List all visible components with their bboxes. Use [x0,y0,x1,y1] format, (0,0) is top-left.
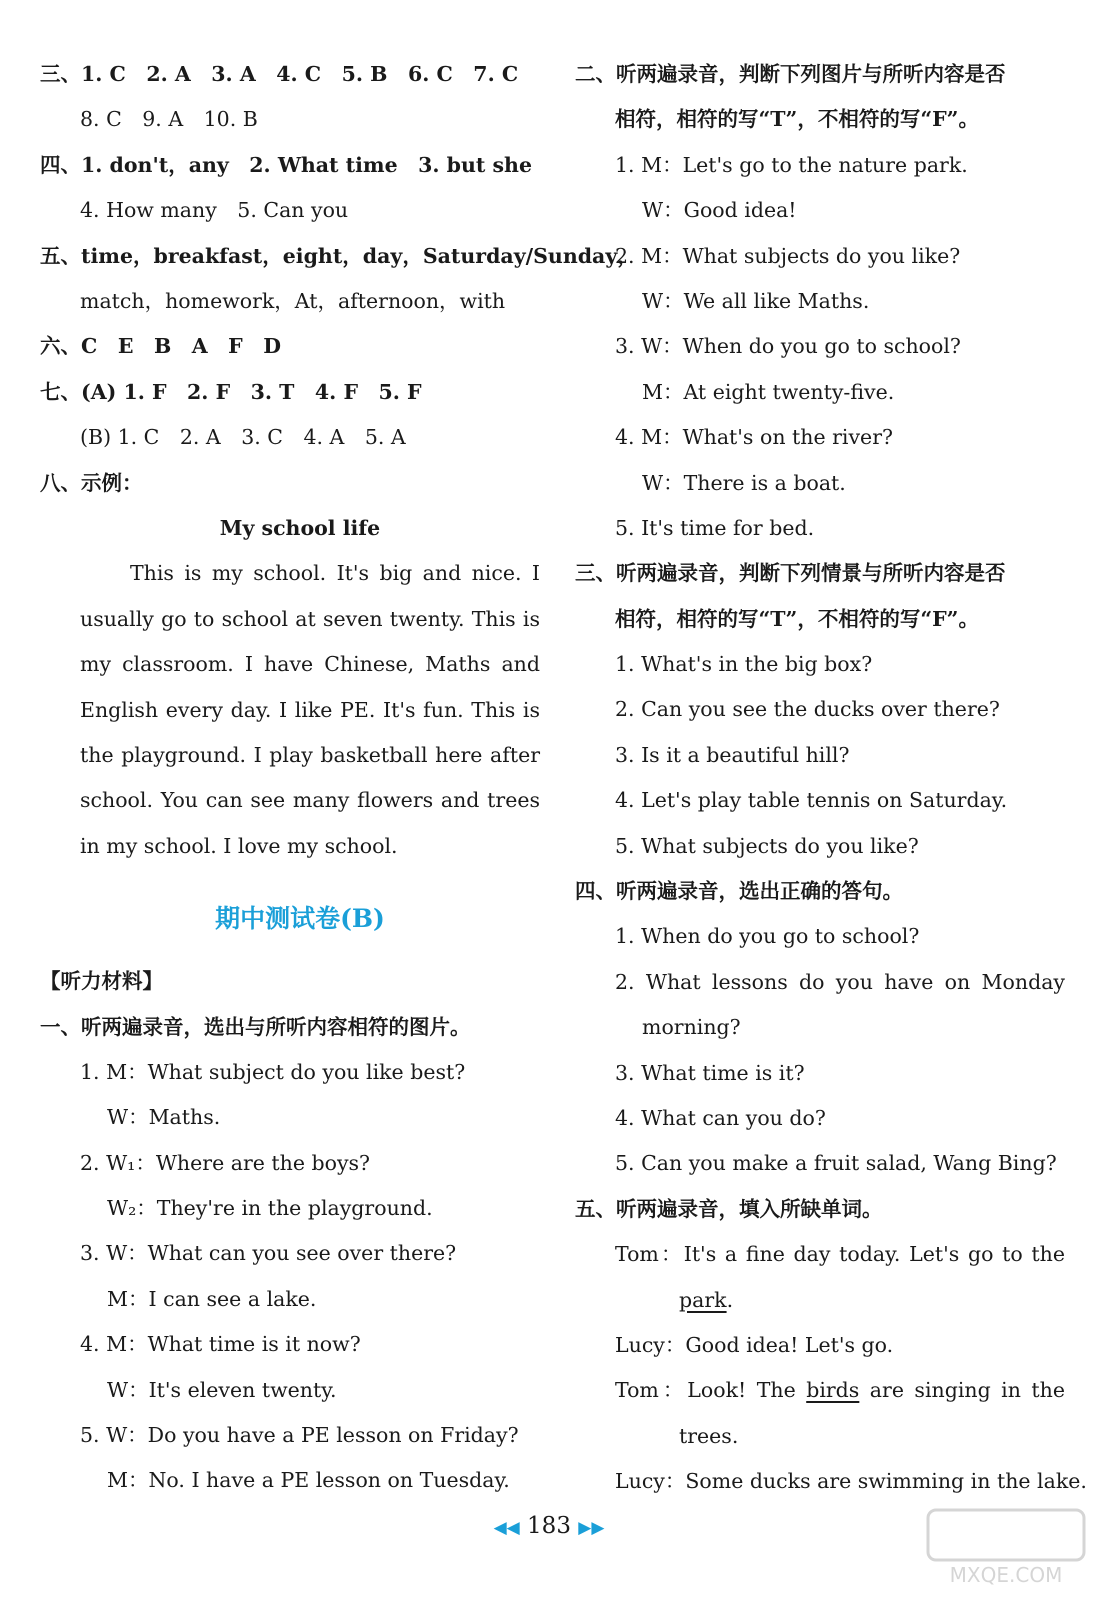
section-line: 八、示例： [40,470,143,495]
text-line: 2. W₁：Where are the boys? [80,1150,371,1175]
text-line: M：At eight twenty-five. [642,379,895,404]
section-line: 二、听两遍录音，判断下列图片与所听内容是否 [575,62,1006,86]
section-line: 四、1. don't，any 2. What time 3. but she [40,152,533,177]
text-line: 3. What time is it? [615,1060,805,1085]
text-line: W：Maths. [107,1105,221,1130]
text-line: 4. Let's play table tennis on Saturday. [615,788,1008,813]
section-line: 相符，相符的写“T”，不相符的写“F”。 [615,606,979,631]
page-number: 183 [527,1513,571,1539]
text-line: 5. W：Do you have a PE lesson on Friday? [80,1423,519,1448]
section-line: 三、1. C 2. A 3. A 4. C 5. B 6. C 7. C [40,62,519,86]
text-line: 3. W：What can you see over there? [80,1241,457,1266]
section-line: 五、听两遍录音，填入所缺单词。 [575,1196,883,1221]
text-line: M：I can see a lake. [107,1286,317,1311]
part1-title: 一、听两遍录音，选出与所听内容相符的图片。 [40,1014,471,1039]
dialogue-line: park. [679,1287,734,1312]
section-line: 六、C E B A F D [40,334,282,359]
text-line: 2. Can you see the ducks over there? [615,697,1000,722]
prev-arrow-icon: ◀◀ [493,1518,520,1538]
listening-lines [575,52,1065,1232]
text-line: M：No. I have a PE lesson on Tuesday. [107,1468,510,1493]
essay-title: My school life [219,515,381,540]
left-column [40,52,638,1504]
text-line: 1. M：What subject do you like best? [80,1059,466,1084]
text-line: 1. M：Let's go to the nature park. [615,152,968,177]
text-line: W：Good idea! [642,198,797,223]
next-arrow-icon: ▶▶ [578,1518,605,1538]
text-line: morning? [642,1015,741,1040]
text-line: W₂：They're in the playground. [107,1196,433,1221]
text-line: match，homework，At，afternoon，with [80,288,506,313]
text-line: (B) 1. C 2. A 3. C 4. A 5. A [80,425,406,450]
dialogue-line: Lucy：Good idea! Let's go. [615,1332,894,1357]
text-line: 2. What lessons do you have on Monday [615,969,1065,994]
blank-answer: park [679,1287,727,1312]
section-line: 相符，相符的写“T”，不相符的写“F”。 [615,107,979,132]
section-line: 五、time，breakfast，eight，day，Saturday/Sunday， [40,243,638,268]
section-line: 三、听两遍录音，判断下列情景与所听内容是否 [575,561,1006,586]
section-line: 七、(A) 1. F 2. F 3. T 4. F 5. F [40,379,422,404]
text-line: 1. When do you go to school? [615,924,920,949]
text-line: W：It's eleven twenty. [107,1377,337,1402]
svg-text:MXQE.COM: MXQE.COM [949,1563,1063,1587]
dialogue-line: trees. [679,1423,739,1448]
text-line: 4. M：What's on the river? [615,425,893,450]
midterm-title: 期中测试卷(B) [215,904,385,934]
listening-header: 【听力材料】 [40,969,163,994]
text-line: 4. How many 5. Can you [80,198,349,223]
text-line: 1. What's in the big box? [615,652,873,677]
text-line: 3. Is it a beautiful hill? [615,742,850,767]
text-line: 5. It's time for bed. [615,515,815,540]
watermark-logo [926,1506,1086,1590]
text-line: 2. M：What subjects do you like? [615,243,961,268]
text-line: 4. M：What time is it now? [80,1332,361,1357]
dialogue-line: Lucy：Some ducks are swimming in the lake. [615,1469,1087,1494]
text-line: W：There is a boat. [642,470,846,495]
text-line: 5. What subjects do you like? [615,833,919,858]
text-line: 5. Can you make a fruit salad, Wang Bing? [615,1151,1057,1176]
essay-paragraph: This is my school. It's big and nice. I usually go to school at seven twenty. This is my classroom. I have Chinese, Maths and English every day. I like PE. It's fun. This is the playground. I play basketball here after school. You can see many flowers and trees in my school. I love my school. [80,561,540,858]
blank-answer: birds [806,1378,860,1403]
dialogue-line: Tom：Look! The birds are singing in the [615,1378,1065,1403]
part1-lines [40,1050,540,1504]
answer-lines [40,52,638,506]
section-line: 四、听两遍录音，选出正确的答句。 [575,879,903,904]
dialogue-line: Tom：It's a fine day today. Let's go to the [615,1242,1065,1267]
right-column [575,52,1087,1505]
text-line: W：We all like Maths. [642,288,870,313]
text-line: 4. What can you do? [615,1105,826,1130]
text-line: 8. C 9. A 10. B [80,107,258,132]
text-line: 3. W：When do you go to school? [615,334,961,359]
